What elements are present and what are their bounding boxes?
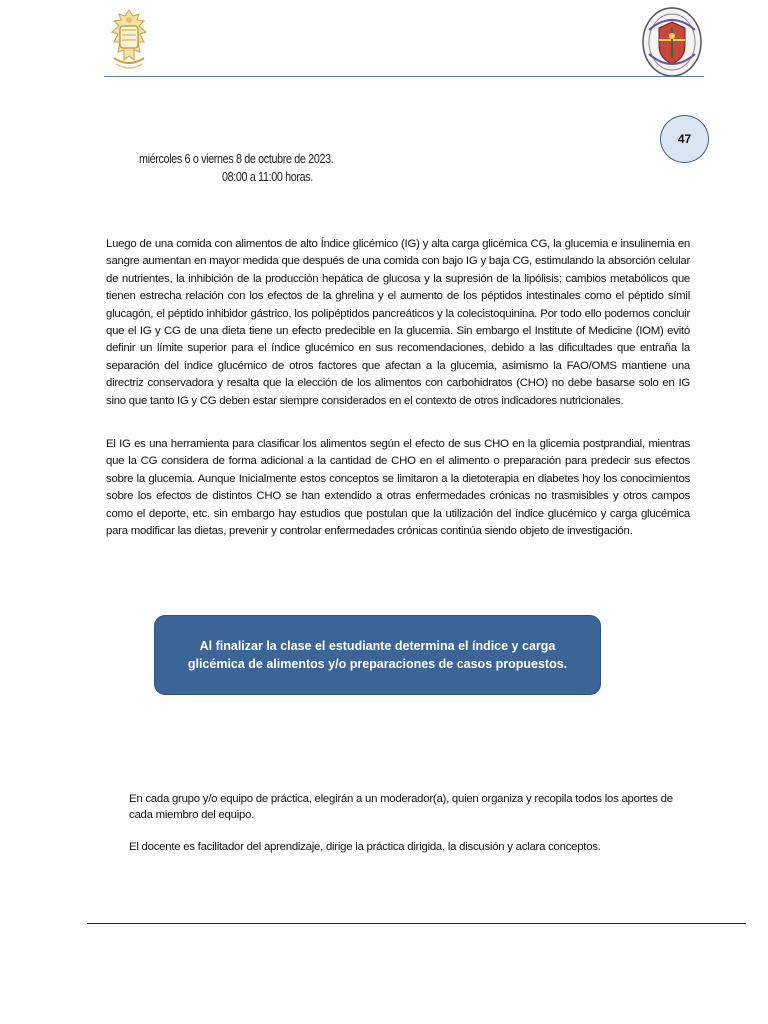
university-crest-icon	[106, 8, 152, 74]
body-paragraph: El IG es una herramienta para clasificar los alimentos según el efecto de sus CHO en la glicemia postprandial, mientras que la CG considera de forma adicional a la cantidad de CHO en el alimento o preparación para predecir sus efectos sobre la glucemia. Aunque Inicialmente estos conceptos se limitaron a la dietoterapia en diabetes hoy los conocimientos sobre los efectos de distintos CHO se han extendido a otras enfermedades crónicas no trasmisibles y otros campos como el deporte, etc. sin embargo hay estudios que postulan que la utilización del índice glucémico y carga glucémica para modificar las dietas, prevenir y controlar enfermedades crónicas continúa siendo objeto de investigación.	[106, 438, 690, 538]
footer-rule	[87, 923, 746, 924]
learning-objective-box	[155, 616, 600, 694]
learning-objective-text: Al finalizar la clase el estudiante determina el índice y carga glicémica de alimentos y/o preparaciones de casos propuestos.	[187, 639, 568, 671]
body-paragraph: Luego de una comida con alimentos de alto Índice glicémico (IG) y alta carga glicémica CG, la glucemia e insulinemia en sangre aumentan en mayor medida que después de una comida con bajo IG y baja CG, estimulando la absorción celular de nutrientes, la inhibición de la producción hepática de glucosa y la supresión de la lipólisis; cambios metabólicos que tienen estrecha relación con los efectos de la ghrelina y el aumento de los péptidos intestinales como el péptido símil glucagón, el péptido inhibidor gástrico, los polipéptidos pancreáticos y la colecistoquinina. Por todo ello podemos concluir que el IG y CG de una dieta tiene un efecto predecible en la glucemia. Sin embargo el Institute of Medicine (IOM) evitó definir un límite superior para el índice glucémico en sus recomendaciones, debido a las dificultades que entraña la separación del índice glucémico de otros factores que afectan a la glucemia, asimismo la FAO/OMS mantiene una directriz conservadora y resalta que la elección de los alimentos con carbohidratos (CHO) no debe basarse solo en IG sino que tanto IG y CG deben estar siempre considerados en el contexto de otros indicadores nutricionales.	[106, 238, 690, 407]
header-rule	[104, 76, 704, 77]
page-number-badge: 47	[660, 115, 709, 163]
instruction-paragraph: En cada grupo y/o equipo de práctica, elegirán a un moderador(a), quien organiza y recopila todos los aportes de cada miembro del equipo.	[129, 793, 673, 821]
session-date: miércoles 6 o viernes 8 de octubre de 2023.	[139, 152, 334, 166]
session-time: 08:00 a 11:00 horas.	[222, 170, 313, 184]
faculty-seal-icon	[641, 6, 703, 78]
instruction-paragraph: El docente es facilitador del aprendizaje, dirige la práctica dirigida, la discusión y aclara conceptos.	[129, 841, 601, 853]
